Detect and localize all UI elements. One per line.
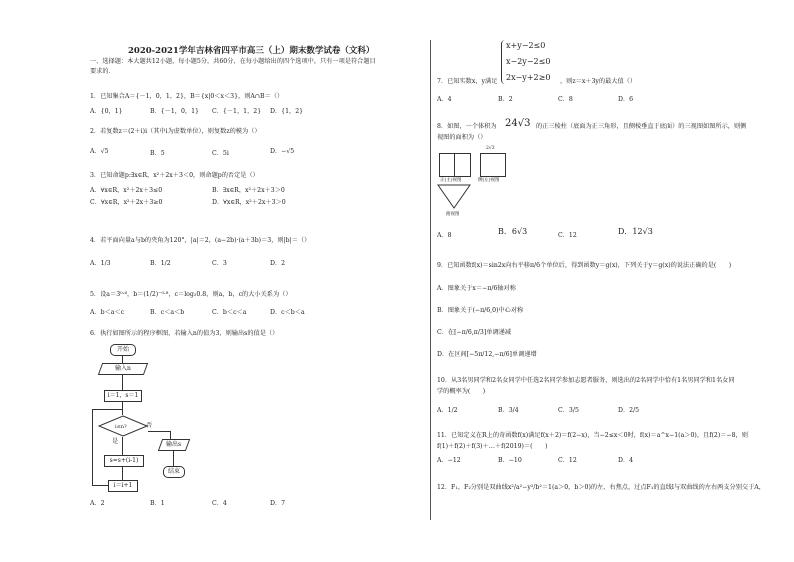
flow-yes-label: 是	[112, 438, 119, 445]
q11-option-a: A．−12	[437, 457, 461, 464]
q4-option-d: D．2	[270, 260, 286, 267]
question-11-stem-line2: f(1)＋f(2)＋f(3)＋…＋f(2019)＝( )	[437, 443, 548, 450]
q7-option-a: A．4	[437, 96, 452, 103]
front-view-line	[454, 154, 455, 176]
flow-connector	[170, 431, 171, 439]
q10-option-a: A．1/2	[437, 407, 458, 414]
column-divider	[430, 40, 431, 520]
q7-option-d: D．6	[618, 96, 634, 103]
q11-option-c: C．12	[558, 457, 577, 464]
side-view-label: 侧(左)视图	[478, 178, 500, 183]
flow-connector	[92, 485, 108, 486]
flow-assign: s=s+(i-1)	[104, 455, 144, 467]
flow-connector	[92, 409, 122, 410]
q7-option-b: B．2	[498, 96, 513, 103]
q2-option-a: A．√5	[90, 148, 109, 155]
q9-option-b: B．图象关于(−π/6,0)中心对称	[437, 307, 524, 314]
q7-option-c: C．8	[558, 96, 573, 103]
q8-volume: 24√3	[505, 118, 531, 129]
q9-option-a: A．图象关于x＝−π/6轴对称	[437, 285, 516, 292]
flow-connector	[122, 437, 123, 455]
question-8-stem: 8．如图，一个体积为	[437, 123, 497, 130]
q2-option-c: C．5i	[212, 150, 229, 157]
q4-option-a: A．1/3	[90, 260, 111, 267]
q8-option-c: C．12	[558, 232, 577, 239]
top-view-label: 俯视图	[446, 212, 460, 217]
q10-option-d: D．2/5	[618, 407, 640, 414]
q3-option-b: B．∃x∈R，x²＋2x＋3＞0	[212, 187, 285, 194]
question-10-stem: 10．从3名男同学和2名女同学中任选2名同学参加志愿者服务，则选出的2名同学中恰有1名男同学和1名女同	[437, 377, 735, 384]
flow-no-label: 否	[146, 422, 153, 429]
flow-end: 结束	[163, 466, 185, 478]
q9-option-c: C．在[−π/6,π/3]单调递减	[437, 329, 512, 336]
page-title: 2020-2021学年吉林省四平市高三（上）期末数学试卷（文科）	[128, 46, 375, 56]
flow-connector	[92, 409, 93, 486]
question-5-stem: 5．设a＝3⁰·⁶，b＝(1/2)⁻⁰·⁸，c＝log₂0.8，则a，b，c的大小关系为（）	[90, 291, 292, 298]
question-10-stem-line2: 学的概率为( )	[437, 388, 486, 395]
flow-input: 输入n	[98, 363, 148, 375]
question-8-stem-cont: 的正三棱柱（底面为正三角形，且侧棱垂直于底面）的三视图如图所示，则侧	[536, 123, 747, 130]
q9-option-d: D．在区间[−5π/12,−π/6]单调递增	[437, 351, 537, 358]
flow-init: i＝1，s＝1	[104, 390, 142, 402]
section-heading-cont: 要求的．	[90, 68, 115, 75]
flow-connector	[173, 450, 174, 466]
flow-output: 输出s	[158, 439, 190, 451]
q1-option-b: B．{－1，0，1}	[150, 108, 199, 115]
q8-option-a: A．8	[437, 232, 452, 239]
flow-connector	[122, 374, 123, 390]
q8-option-b: B．6√3	[498, 227, 528, 236]
brace	[501, 40, 505, 84]
q4-option-c: C．3	[212, 260, 227, 267]
q6-option-a: A．2	[90, 500, 105, 507]
q6-option-d: D．7	[270, 500, 286, 507]
front-view-label: 正(主)视图	[440, 178, 462, 183]
q11-option-b: B．−10	[498, 457, 522, 464]
top-view	[437, 184, 471, 210]
q10-option-b: B．3/4	[498, 407, 519, 414]
question-12-stem: 12．F₁，F₂分别是双曲线x²/a²−y²/b²＝1(a＞0，b＞0)的左、右焦点，过点F₁的直线l与双曲线的左右两支分别交于A，	[437, 484, 765, 491]
q6-option-b: B．1	[150, 500, 165, 507]
question-2-stem: 2．若复数z＝(2＋i)i（其中i为虚数单位），则复数z的模为（）	[90, 128, 261, 135]
question-9-stem: 9．已知函数f(x)＝sin2x向右平移π/6个单位后，得到函数y＝g(x)，下列关于y＝g(x)的说法正确的是( )	[437, 262, 732, 269]
q1-option-d: D．{1，2}	[270, 108, 304, 115]
q3-option-c: C．∀x∈R，x²＋2x＋3≥0	[90, 199, 163, 206]
question-4-stem: 4．若平面向量a与b的夹角为120°，|a|＝2，(a−2b)·(a＋3b)＝3，则|b|＝（）	[90, 237, 311, 244]
question-3-stem: 3．已知命题p:∃x∈R，x²＋2x＋3＜0，则命题p的否定是（）	[90, 172, 259, 179]
q7-constraint-3: 2x−y+2≥0	[506, 73, 551, 82]
q5-option-b: B．c＜a＜b	[150, 309, 185, 316]
q5-option-c: C．b＜c＜a	[212, 309, 247, 316]
q1-option-c: C．{－1，1，2}	[212, 108, 262, 115]
question-7-stem-end: ，则z＝x＋3y的最大值（）	[560, 78, 637, 85]
dimension-label: 2√3	[486, 146, 495, 151]
flow-increment: i＝i+1	[108, 480, 138, 492]
q6-option-c: C．4	[212, 500, 227, 507]
question-6-stem: 6．执行如图所示的程序框图，若输入n的值为3，则输出s的值是（）	[90, 330, 279, 337]
q1-option-a: A．{0，1}	[90, 108, 123, 115]
flow-condition: i≤n?	[115, 424, 127, 430]
flow-connector	[122, 355, 123, 363]
q11-option-d: D．4	[618, 457, 634, 464]
q8-option-d: D．12√3	[618, 227, 653, 236]
q3-option-d: D．∀x∈R，x²＋2x＋3＞0	[212, 199, 286, 206]
q2-option-b: B．5	[150, 150, 165, 157]
q2-option-d: D．−√5	[270, 148, 295, 155]
q5-option-a: A．b＜a＜c	[90, 309, 125, 316]
side-view	[480, 153, 506, 177]
front-view	[439, 153, 471, 177]
flow-connector	[122, 466, 123, 480]
question-8-stem-line2: 视图的面积为（）	[437, 134, 487, 141]
question-11-stem: 11．已知定义在R上的奇函数f(x)满足f(x＋2)＝f(2−x)，当−2≤x＜0时，f(x)＝a^x−1(a＞0)，且f(2)＝−8，则	[437, 432, 748, 439]
q7-constraint-2: x−2y−2≤0	[506, 57, 551, 66]
section-heading: 一、选择题：本大题共12小题，每小题5分，共60分，在每小题给出的四个选项中，只有一项是符合题目	[90, 58, 376, 65]
question-7-stem: 7．已知实数x，y满足	[437, 78, 498, 85]
flow-connector	[122, 401, 123, 415]
q5-option-d: D．c＜b＜a	[270, 309, 305, 316]
q7-constraint-1: x+y−2≤0	[506, 41, 546, 50]
flow-connector	[148, 431, 170, 432]
q4-option-b: B．1/2	[150, 260, 171, 267]
question-1-stem: 1．已知集合A＝{－1，0，1，2}，B＝{x|0＜x＜3}，则A∩B＝（）	[90, 93, 284, 100]
q10-option-c: C．3/5	[558, 407, 579, 414]
q3-option-a: A．∀x∈R，x²＋2x＋3≤0	[90, 187, 163, 194]
flow-start: 开始	[110, 344, 136, 356]
